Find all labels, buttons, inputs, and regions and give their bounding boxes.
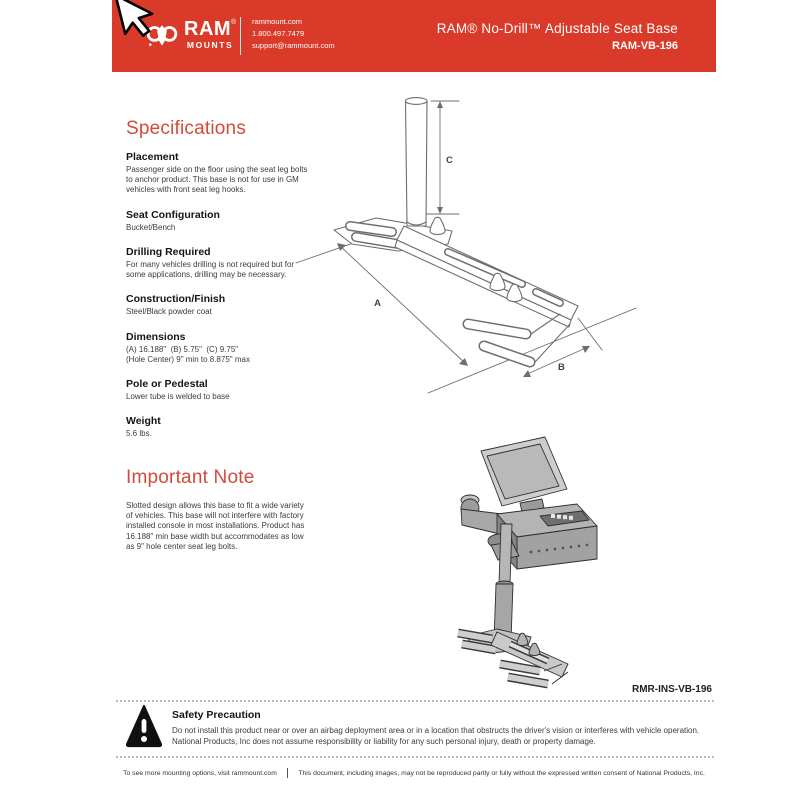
important-note-text: Slotted design allows this base to fit a wide variety of vehicles. This base will not interfere with factory installed console in most installations. Product has 16.188" min base width but accommodates as low as 9" hole center seat leg bolts.: [126, 500, 305, 552]
dim-label-b: B: [558, 362, 565, 373]
brand-name: RAM: [184, 18, 232, 40]
footer-right-text: This document, including images, may not be reproduced partly or fully without the expressed written consent of National Products, Inc.: [298, 769, 705, 777]
safety-text: Do not install this product near or over an airbag deployment area or in a location that obstructs the driver's vision or interferes with vehicle operation. National Products, Inc does not assume responsibility or liability for any such personal injury, death or property damage.: [172, 726, 700, 746]
footer: [112, 768, 716, 778]
spec-text: 5.6 lbs.: [126, 429, 152, 439]
warning-triangle-icon: [125, 703, 163, 749]
spec-text: For many vehicles drilling is not required but for some applications, drilling may be necessary.: [126, 259, 297, 280]
dotted-divider: [116, 756, 714, 758]
brand-subname: MOUNTS: [186, 40, 234, 50]
product-model: RAM-VB-196: [611, 40, 678, 52]
dimension-diagram: [282, 82, 664, 412]
dim-label-a: A: [374, 298, 381, 309]
footer-separator: [287, 768, 289, 778]
document-code: RMR-INS-VB-196: [631, 684, 712, 695]
spec-weight: [126, 415, 312, 439]
footer-left-text: To see more mounting options, visit rammount.com: [123, 769, 277, 777]
contact-website: rammount.com: [252, 17, 303, 26]
contact-info: [252, 16, 335, 52]
product-photo-laptop-mount: [430, 433, 638, 691]
spec-label: Placement: [126, 151, 179, 163]
contact-phone: 1.800.497.7479: [252, 29, 305, 38]
spec-label: Construction/Finish: [126, 293, 226, 306]
spec-text: Steel/Black powder coat: [126, 307, 212, 317]
brand-registered-mark: ®: [231, 19, 237, 26]
specifications-heading: Specifications: [126, 118, 247, 139]
brand-wordmark: [184, 19, 236, 50]
safety-heading: Safety Precaution: [172, 709, 261, 721]
spec-label: Drilling Required: [126, 245, 211, 258]
header-bar: [112, 0, 716, 72]
product-title: RAM® No-Drill™ Adjustable Seat Base: [436, 21, 678, 36]
header-divider: [240, 17, 241, 55]
important-note-section: [126, 467, 312, 553]
spec-label: Pole or Pedestal: [126, 378, 208, 391]
dim-label-c: C: [446, 155, 453, 166]
important-note-heading: Important Note: [126, 466, 255, 488]
header-title-block: [437, 21, 678, 52]
spec-text: Passenger side on the floor using the seat leg bolts to anchor product. This base is not for use in GM vehicles with front seat leg hooks.: [126, 165, 310, 195]
spec-text: Bucket/Bench: [126, 222, 176, 232]
document-page: [112, 0, 716, 800]
spec-label: Dimensions: [126, 330, 186, 343]
spec-label: Weight: [126, 415, 161, 428]
contact-email: support@rammount.com: [252, 41, 335, 50]
spec-label: Seat Configuration: [126, 208, 220, 221]
spec-text: Lower tube is welded to base: [126, 392, 230, 402]
dotted-divider: [116, 700, 714, 702]
spec-text: (A) 16.188" (B) 5.75" (C) 9.75": [126, 344, 239, 354]
spec-text-line2: (Hole Center) 9" min to 8.875" max: [126, 354, 250, 364]
